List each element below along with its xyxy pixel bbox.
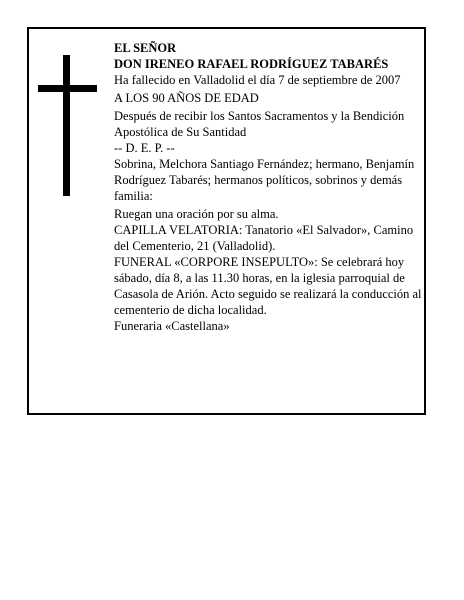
death-info: Ha fallecido en Valladolid el día 7 de septiembre de 2007 <box>114 73 401 87</box>
sacraments-line: Después de recibir los Santos Sacramentos y la Bendición Apostólica de Su Santidad <box>114 109 405 139</box>
rip-line: -- D. E. P. -- <box>114 141 175 155</box>
age-line: A LOS 90 AÑOS DE EDAD <box>114 91 259 105</box>
cross-icon <box>63 55 70 196</box>
family-line: Sobrina, Melchora Santiago Fernández; hermano, Benjamín Rodríguez Tabarés; hermanos políticos, sobrinos y demás familia: <box>114 157 415 203</box>
prayer-line: Ruegan una oración por su alma. <box>114 207 279 221</box>
funeral-home-line: Funeraria «Castellana» <box>114 319 230 333</box>
cross-icon-crossbar <box>38 85 97 92</box>
funeral-line: FUNERAL «CORPORE INSEPULTO»: Se celebrará hoy sábado, día 8, a las 11.30 horas, en la iglesia parroquial de Casasola de Arión. Acto seguido se realizará la conducción al cementerio de dicha localidad. <box>114 255 422 317</box>
deceased-name: DON IRENEO RAFAEL RODRÍGUEZ TABARÉS <box>114 57 389 71</box>
notice-header: EL SEÑOR <box>114 41 177 55</box>
obituary-text <box>114 40 424 334</box>
chapel-line: CAPILLA VELATORIA: Tanatorio «El Salvador», Camino del Cementerio, 21 (Valladolid). <box>114 223 414 253</box>
